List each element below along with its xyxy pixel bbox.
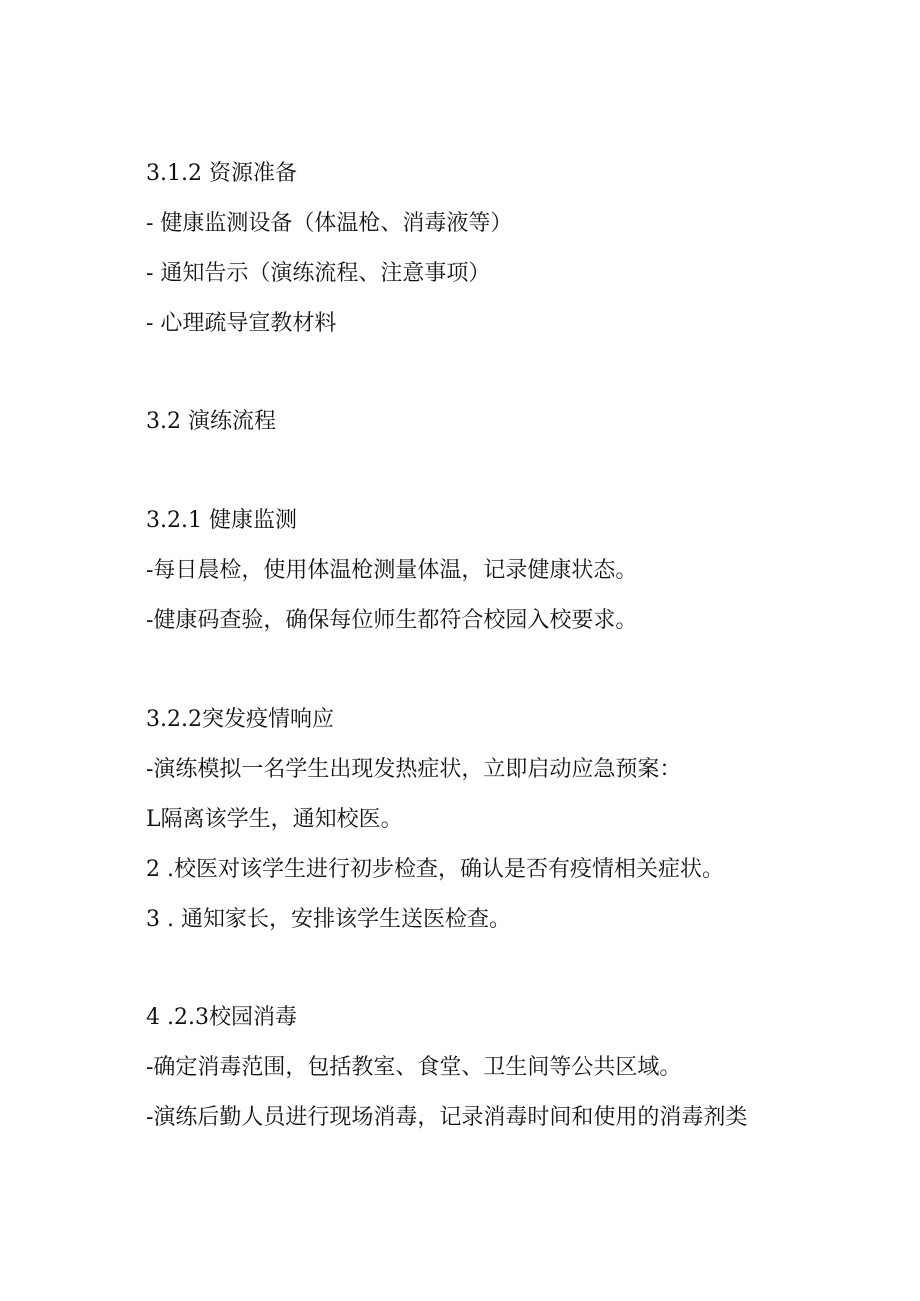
section-heading-campus-disinfection: 4 .2.3校园消毒	[146, 1005, 297, 1030]
step-notify-parents: 3 . 通知家长，安排该学生送医检查。	[146, 907, 511, 932]
step-doctor-check: 2 .校医对该学生进行初步检查，确认是否有疫情相关症状。	[146, 857, 724, 882]
paragraph-fever-simulation: -演练模拟一名学生出现发热症状，立即启动应急预案：	[146, 757, 682, 782]
section-heading-3-2-2: 3.2.2突发疫情响应	[146, 707, 334, 732]
paragraph-disinfection-record: -演练后勤人员进行现场消毒，记录消毒时间和使用的消毒剂类	[146, 1105, 748, 1130]
paragraph-morning-check: -每日晨检，使用体温枪测量体温，记录健康状态。	[146, 558, 638, 583]
section-heading-3-2-1: 3.2.1 健康监测	[146, 508, 297, 533]
list-item-notice: - 通知告示（演练流程、注意事项）	[146, 261, 491, 286]
step-isolate: L隔离该学生，通知校医。	[146, 807, 403, 832]
section-heading-3-2: 3.2 演练流程	[146, 409, 276, 434]
list-item-psychological-materials: - 心理疏导宣教材料	[146, 311, 337, 336]
list-item-health-equipment: - 健康监测设备（体温枪、消毒液等）	[146, 211, 513, 236]
paragraph-disinfection-scope: -确定消毒范围，包括教室、食堂、卫生间等公共区域。	[146, 1055, 682, 1080]
section-heading-3-1-2: 3.1.2 资源准备	[146, 161, 297, 186]
paragraph-health-code: -健康码查验，确保每位师生都符合校园入校要求。	[146, 608, 638, 633]
